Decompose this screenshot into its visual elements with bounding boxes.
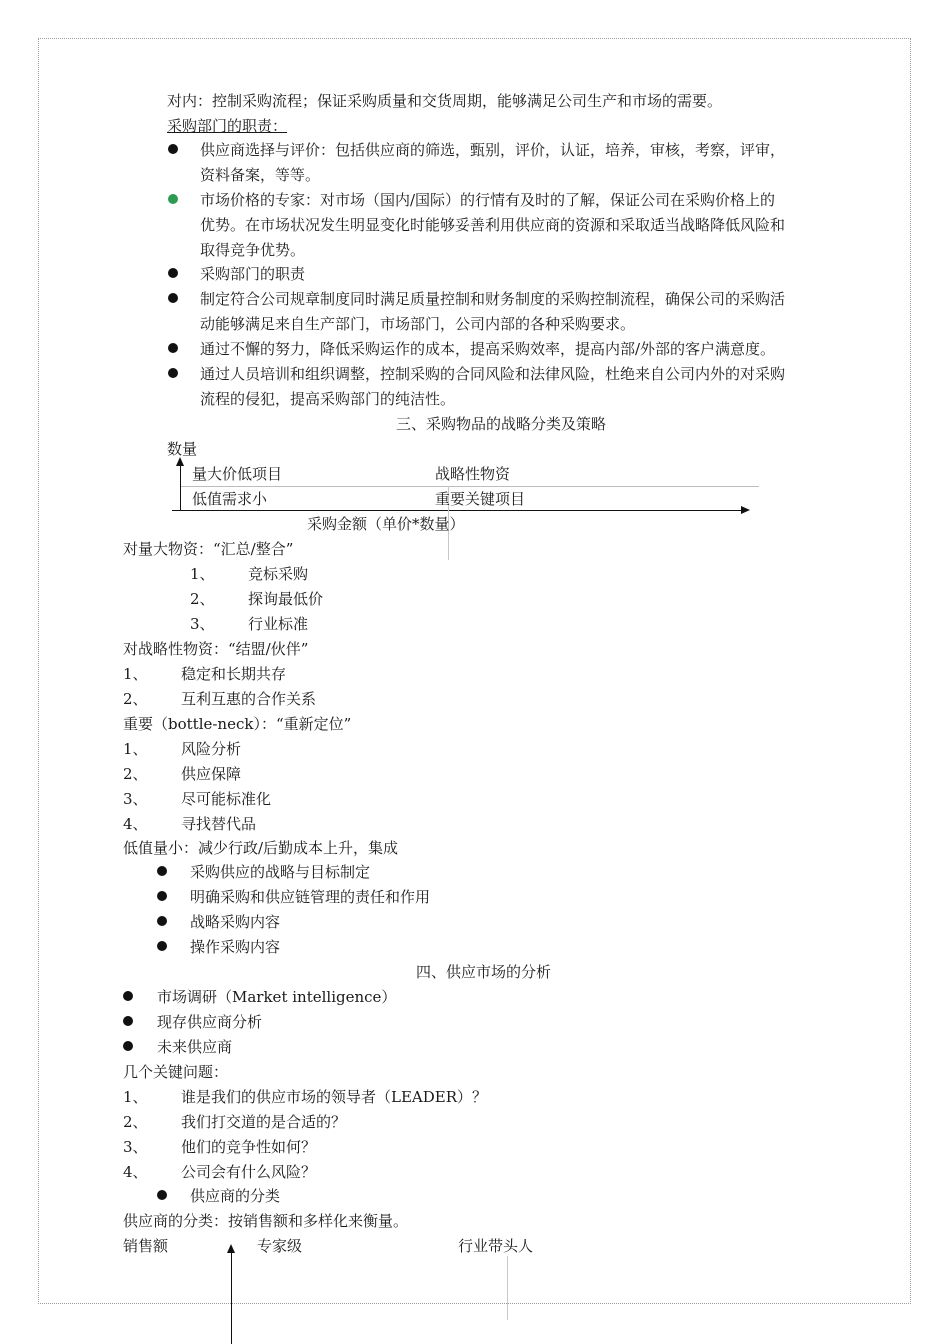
duties-heading: 采购部门的职责： [167, 117, 288, 135]
list-item: 操作采购内容 [190, 938, 281, 956]
low-value-heading: 低值量小：减少行政/后勤成本上升，集成 [123, 839, 399, 857]
list-number: 3、 [190, 615, 215, 633]
bullet [168, 368, 178, 378]
bullet [168, 268, 178, 278]
bullet [157, 941, 167, 951]
list-item: 未来供应商 [157, 1038, 233, 1056]
matrix-bottom-right: 重要关键项目 [435, 490, 526, 508]
questions-heading: 几个关键问题： [123, 1063, 229, 1081]
duty-3: 采购部门的职责 [200, 265, 306, 283]
chart2-y-label: 销售额 [123, 1237, 169, 1255]
list-number: 2、 [123, 690, 148, 708]
duty-2-line-1: 市场价格的专家：对市场（国内/国际）的行情有及时的了解，保证公司在采购价格上的 [200, 191, 776, 209]
list-item: 公司会有什么风险？ [181, 1163, 317, 1181]
list-item: 尽可能标准化 [181, 790, 272, 808]
matrix-x-arrow [741, 506, 750, 514]
bullet [168, 293, 178, 303]
duty-2-line-3: 取得竞争优势。 [200, 241, 306, 259]
list-item: 明确采购和供应链管理的责任和作用 [190, 888, 431, 906]
list-item: 战略采购内容 [190, 913, 281, 931]
bullet [123, 1041, 133, 1051]
section-3-title: 三、采购物品的战略分类及策略 [396, 415, 607, 433]
chart2-top-left: 专家级 [257, 1237, 303, 1255]
list-item: 谁是我们的供应市场的领导者（LEADER）？ [181, 1088, 488, 1106]
list-item: 竞标采购 [248, 565, 309, 583]
list-number: 3、 [123, 790, 148, 808]
bullet [157, 916, 167, 926]
list-item: 现存供应商分析 [157, 1013, 263, 1031]
matrix-x-axis [172, 510, 742, 511]
bullet [168, 144, 178, 154]
bottleneck-heading: 重要（bottle-neck）：“重新定位” [123, 715, 352, 733]
list-item: 稳定和长期共存 [181, 665, 287, 683]
bulk-heading: 对量大物资：“汇总/整合” [123, 540, 294, 558]
bullet [123, 991, 133, 1001]
list-item: 互利互惠的合作关系 [181, 690, 317, 708]
list-number: 4、 [123, 815, 148, 833]
matrix-y-label: 数量 [167, 440, 198, 458]
chart2-top-right: 行业带头人 [458, 1237, 534, 1255]
bullet [157, 891, 167, 901]
list-item: 寻找替代品 [181, 815, 257, 833]
matrix-y-axis [180, 465, 181, 510]
list-number: 2、 [123, 1113, 148, 1131]
bullet [123, 1016, 133, 1026]
list-item: 风险分析 [181, 740, 242, 758]
list-number: 3、 [123, 1138, 148, 1156]
list-item: 探询最低价 [248, 590, 324, 608]
list-number: 4、 [123, 1163, 148, 1181]
duty-1-line-2: 资料备案，等等。 [200, 166, 321, 184]
supplier-bullet: 供应商的分类 [190, 1187, 281, 1205]
list-item: 我们打交道的是合适的？ [181, 1113, 347, 1131]
matrix-bottom-left: 低值需求小 [192, 490, 268, 508]
matrix-top-left: 量大价低项目 [192, 465, 283, 483]
bullet [168, 194, 178, 204]
list-number: 2、 [190, 590, 215, 608]
list-number: 1、 [123, 740, 148, 758]
bullet [168, 343, 178, 353]
list-number: 1、 [123, 665, 148, 683]
classification-text: 供应商的分类：按销售额和多样化来衡量。 [123, 1212, 409, 1230]
section-4-title: 四、供应市场的分析 [416, 963, 552, 981]
matrix-top-right: 战略性物资 [435, 465, 511, 483]
bullet [157, 1190, 167, 1200]
list-number: 2、 [123, 765, 148, 783]
duty-6-line-2: 流程的侵犯，提高采购部门的纯洁性。 [200, 390, 456, 408]
duty-5: 通过不懈的努力，降低采购运作的成本，提高采购效率，提高内部/外部的客户满意度。 [200, 340, 776, 358]
matrix-x-label: 采购金额（单价*数量） [307, 515, 465, 533]
list-item: 他们的竞争性如何？ [181, 1138, 317, 1156]
duty-4-line-2: 动能够满足来自生产部门，市场部门，公司内部的各种采购要求。 [200, 315, 636, 333]
list-item: 行业标准 [248, 615, 309, 633]
list-item: 采购供应的战略与目标制定 [190, 863, 371, 881]
internal-objective: 对内：控制采购流程；保证采购质量和交货周期，能够满足公司生产和市场的需要。 [167, 92, 723, 110]
list-number: 1、 [123, 1088, 148, 1106]
strategic-heading: 对战略性物资：“结盟/伙伴” [123, 640, 309, 658]
duty-1-line-1: 供应商选择与评价：包括供应商的筛选，甄别，评价，认证，培养，审核，考察，评审， [200, 141, 786, 159]
chart2-y-axis [231, 1252, 232, 1344]
duty-6-line-1: 通过人员培训和组织调整，控制采购的合同风险和法律风险，杜绝来自公司内外的对采购 [200, 365, 786, 383]
list-item: 市场调研（Market intelligence） [157, 988, 397, 1006]
bullet [157, 866, 167, 876]
duty-4-line-1: 制定符合公司规章制度同时满足质量控制和财务制度的采购控制流程，确保公司的采购活 [200, 290, 786, 308]
duty-2-line-2: 优势。在市场状况发生明显变化时能够妥善利用供应商的资源和采取适当战略降低风险和 [200, 216, 786, 234]
chart2-divider-v [507, 1256, 508, 1320]
list-item: 供应保障 [181, 765, 242, 783]
matrix-divider-h [181, 486, 759, 487]
list-number: 1、 [190, 565, 215, 583]
